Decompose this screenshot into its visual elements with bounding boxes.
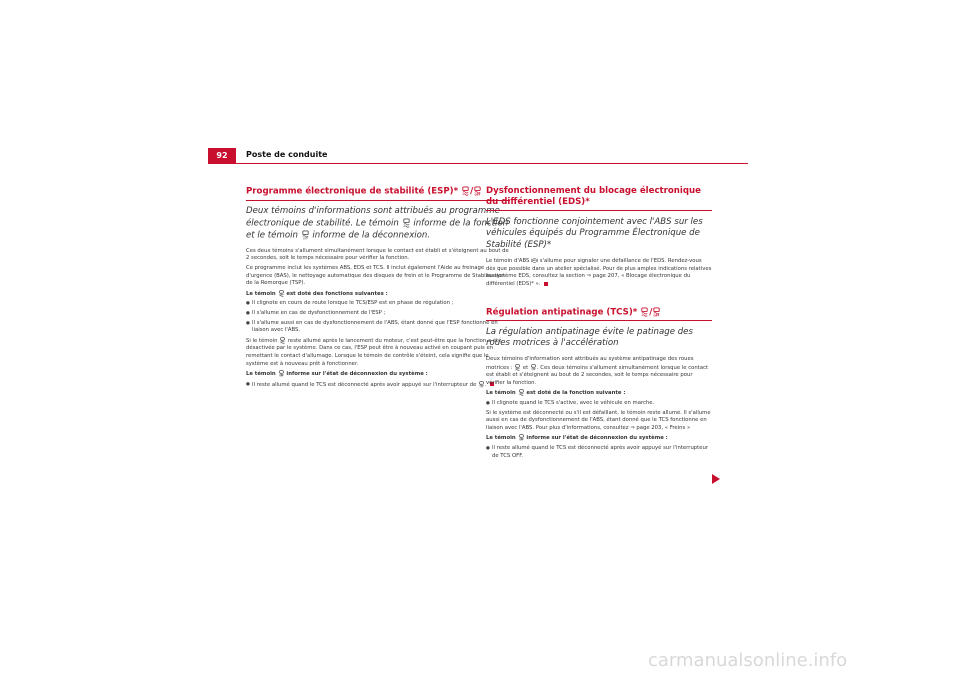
esp-func-title-b: est doté des fonctions suivantes : [286,290,388,297]
tcs-func-title-b: est doté de la fonction suivante : [526,390,626,397]
esp-off-icon [278,370,285,377]
esp-car-skid-icon [640,307,649,317]
svg-text:ABS: ABS [533,261,537,263]
svg-text:OFF: OFF [302,237,308,240]
tcs-section [486,307,712,460]
esp-para-3b: reste allumé après le lancement du moteur, c'est peut-être que la fonction a été désactivée par le système. Dans ce cas, l'ESP peut être à nouveau activé en coupant puis en remettant le contact d'allumage. Lorsque le témoin de contrôle s'éteint, cela signifie que le système est à nouveau prêt à fonctionner. [246,337,502,367]
page-number: 92 [208,148,236,163]
tcs-para-1b: et [522,364,529,371]
esp-off-icon [301,230,310,240]
eds-heading-rule [486,210,712,211]
tcs-bullet-2: ● Il reste allumé quand le TCS est déconnecté après avoir appuyé sur l'interrupteur de TCS OFF. [486,445,712,460]
eds-lead: L'EDS fonctionne conjointement avec l'ABS sur les véhicules équipés du Programme Électronique de Stabilité (ESP)* [486,216,703,250]
esp-off-icon [652,307,661,317]
tcs-heading-rule [486,320,712,321]
esp-heading-text: Programme électronique de stabilité (ESP)* [246,186,459,197]
section-end-mark-icon [544,282,548,286]
page-header-title: Poste de conduite [246,150,328,159]
esp-bullet-2: ● Il s'allume en cas de dysfonctionnement de l'ESP ; [246,310,510,318]
esp-heading: Programme électronique de stabilité (ESP)* / OFF [246,186,481,197]
tcs-off-title [486,434,712,443]
esp-off-icon [530,364,537,371]
watermark: carmanualsonline.info [648,650,848,671]
svg-text:OFF: OFF [278,375,284,378]
eds-para-b: s'allume pour signaler une défaillance de l'EDS. Rendez-vous dès que possible dans un atelier spécialisé. Pour de plus amples indications relatives au système EDS, consultez la section ⇒ page 207, « Blocage électronique du différentiel (EDS)* ». [486,258,712,288]
esp-para-1: Ces deux témoins s'allument simultanément lorsque le contact est établi et s'éteignent au bout de 2 secondes, soit le temps nécessaire pour vérifier la fonction. [246,247,509,262]
esp-off-title [246,370,510,379]
svg-text:OFF: OFF [531,369,536,371]
esp-car-skid-icon [518,389,525,396]
esp-off-icon [473,186,482,196]
tcs-para-1a: Deux témoins d'information sont attribués au système antipatinage des roues motrices : [486,355,694,371]
svg-text:OFF: OFF [479,386,484,388]
esp-off-title-b: informe sur l'état de déconnexion du système : [286,371,428,378]
esp-off-icon [478,381,485,388]
esp-bullet-3: ● Il s'allume aussi en cas de dysfonctionnement de l'ABS, étant donné que l'ESP fonctionne en liaison avec l'ABS. [246,320,510,335]
tcs-bullet-1: ● Il clignote quand le TCS s'active, avec le véhicule en marche. [486,400,712,408]
esp-bullet-4 [246,381,510,390]
esp-func-title [246,290,510,299]
tcs-off-title-a: Le témoin [486,435,516,442]
tcs-heading: Régulation antipatinage (TCS)* / OFF [486,307,660,318]
tcs-para-1 [486,356,712,387]
esp-car-skid-icon [402,218,411,228]
tcs-func-title-a: Le témoin [486,390,516,397]
right-column [486,186,712,472]
header-divider [208,163,748,164]
eds-para-a: Le témoin d'ABS [486,258,530,265]
esp-bullet-4a: Il reste allumé quand le TCS est déconnecté après avoir appuyé sur l'interrupteur de [252,381,477,388]
tcs-func-title [486,389,712,398]
esp-car-skid-icon [279,337,286,344]
tcs-off-title-b: informe sur l'état de déconnexion du système : [526,435,668,442]
tcs-para-2: Si le système est déconnecté ou s'il est défaillant, le témoin reste allumé. Il s'allume aussi en cas de dysfonctionnement de l'ABS, étant donné que le TCS fonctionne en liaison avec l'ABS. Pour plus d'informations, consultez ⇒ page 203, « Freins » [486,409,711,431]
esp-para-2: Ce programme inclut les systèmes ABS, EDS et TCS. Il inclut également l'Aide au freinage d'urgence (BAS), le nettoyage automatique des disques de frein et le Programme de Stabilisation de la Remorque (TSP). [246,264,505,287]
esp-lead-1: Deux témoins d'informations sont attribués au programme électronique de stabilité. Le témoin [246,206,500,229]
eds-para [486,257,712,288]
esp-para-3 [246,337,510,368]
tcs-lead: La régulation antipatinage évite le patinage des roues motrices à l'accélération [486,326,693,349]
esp-bullet-4b: . [485,381,487,388]
esp-lead-3: informe de la déconnexion. [312,230,431,241]
esp-func-title-a: Le témoin [246,290,276,297]
esp-car-skid-icon [514,364,521,371]
esp-section [246,186,510,389]
tcs-para-1c: . Ces deux témoins s'allument simultanément lorsque le contact est établi et s'éteignent au bout de 2 secondes, soit le temps nécessaire pour vérifier la fonction. [486,364,709,386]
next-page-arrow-icon[interactable] [712,474,720,484]
esp-heading-rule [246,200,510,201]
esp-off-icon [518,434,525,441]
esp-lead [246,206,510,242]
esp-car-skid-icon [461,186,470,196]
tcs-heading-text: Régulation antipatinage (TCS)* [486,307,638,318]
esp-para-3a: Si le témoin [246,337,278,344]
left-column [246,186,510,401]
eds-heading: Dysfonctionnement du blocage électronique du différentiel (EDS)* [486,186,701,207]
svg-text:OFF: OFF [474,193,481,196]
eds-section [486,186,712,289]
abs-warning-icon [531,257,538,264]
esp-car-skid-icon [278,290,285,297]
esp-bullet-1: ● Il clignote en cours de route lorsque le TCS/ESP est en phase de régulation ; [246,300,510,308]
svg-text:OFF: OFF [518,439,524,442]
esp-lead-2: informe de la fonction et le témoin [246,218,509,241]
svg-text:OFF: OFF [653,314,660,317]
esp-off-title-a: Le témoin [246,371,276,378]
